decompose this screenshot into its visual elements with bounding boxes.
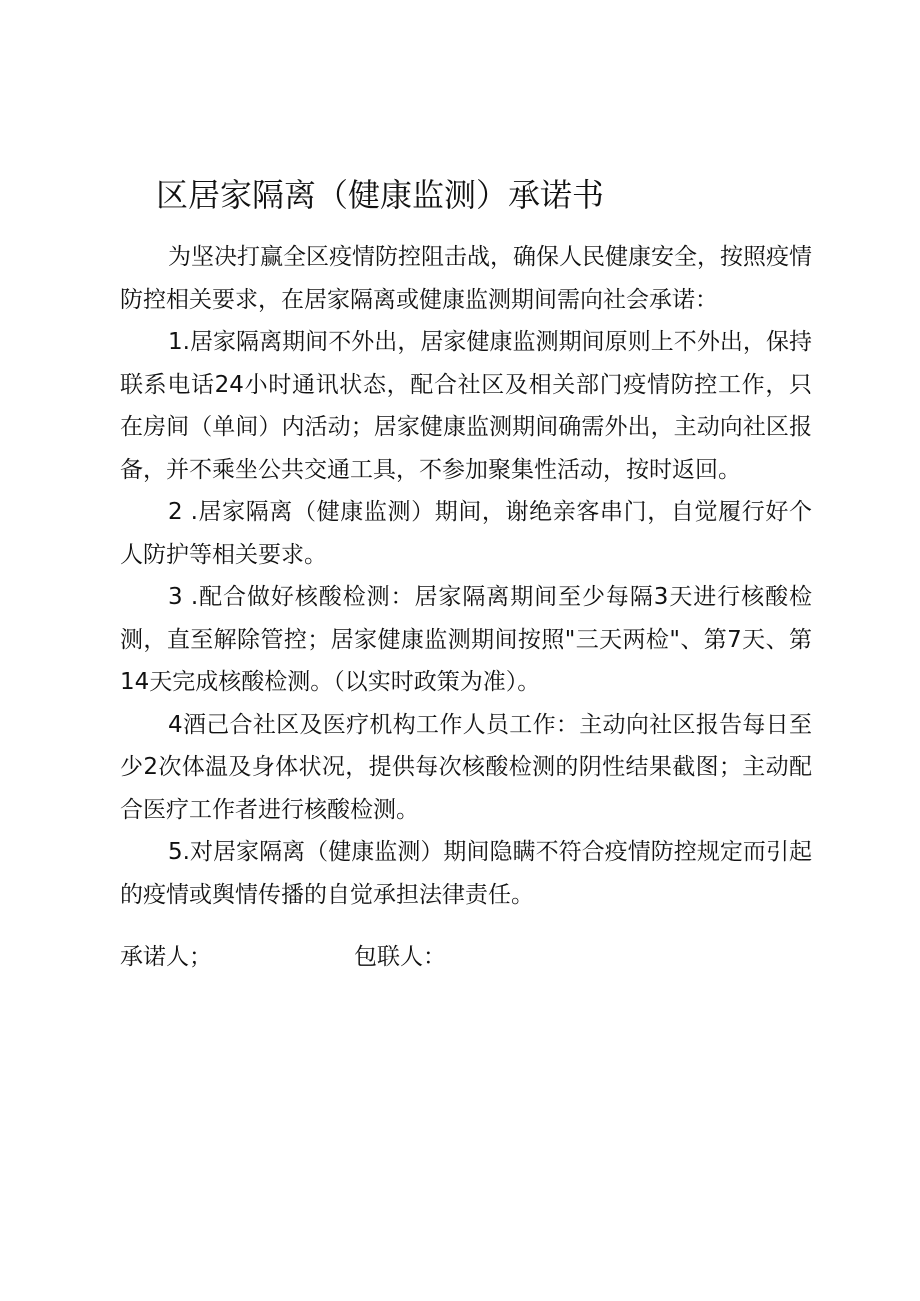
promisor-label: 承诺人； [120, 944, 212, 970]
intro-paragraph: 为坚决打赢全区疫情防控阻击战，确保人民健康安全，按照疫情防控相关要求，在居家隔离或健康监测期间需向社会承诺： [120, 244, 812, 313]
commitment-item-5: 5.对居家隔离（健康监测）期间隐瞒不符合疫情防控规定而引起的疫情或舆情传播的自觉承担法律责任。 [120, 839, 812, 908]
commitment-item-4: 4酒己合社区及医疗机构工作人员工作：主动向社区报告每日至少2次体温及身体状况，提供每次核酸检测的阴性结果截图；主动配合医疗工作者进行核酸检测。 [120, 711, 812, 823]
document-title: 区居家隔离（健康监测）承诺书 [156, 176, 605, 214]
commitment-item-3: 3 .配合做好核酸检测：居家隔离期间至少每隔3天进行核酸检测，直至解除管控；居家健康监测期间按照"三天两检"、第7天、第14天完成核酸检测。（以实时政策为准）。 [120, 584, 812, 695]
signature-line [120, 936, 446, 978]
commitment-item-2: 2 .居家隔离（健康监测）期间，谢绝亲客串门，自觉履行好个人防护等相关要求。 [120, 499, 812, 568]
commitment-item-1: 1.居家隔离期间不外出，居家健康监测期间原则上不外出，保持联系电话24小时通讯状态，配合社区及相关部门疫情防控工作，只在房间（单间）内活动；居家健康监测期间确需外出，主动向社区报备，并不乘坐公共交通工具，不参加聚集性活动，按时返回。 [120, 329, 812, 483]
document-body [120, 236, 812, 916]
contact-person-label: 包联人： [354, 944, 446, 970]
